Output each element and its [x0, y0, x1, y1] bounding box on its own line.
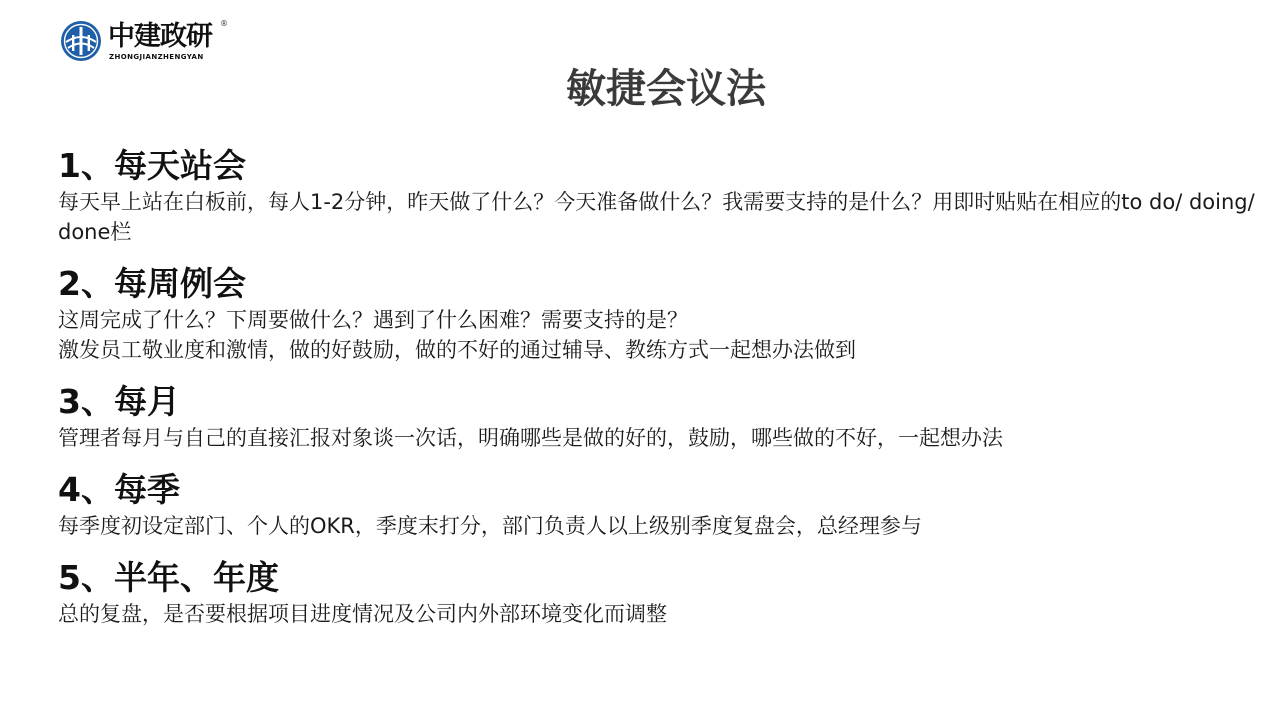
agenda-sections — [58, 145, 1258, 645]
section-heading: 4、每季 — [58, 470, 180, 509]
section-body — [58, 511, 1258, 541]
section-line: 每季度初设定部门、个人的OKR，季度末打分，部门负责人以上级别季度复盘会，总经理参与 — [58, 514, 922, 538]
section-weekly-meeting — [58, 263, 1258, 365]
section-line: 每天早上站在白板前，每人1-2分钟，昨天做了什么？今天准备做什么？我需要支持的是什么？用即时贴贴在相应的to do/ doing/ done栏 — [58, 190, 1255, 244]
section-line: 总的复盘，是否要根据项目进度情况及公司内外部环境变化而调整 — [58, 602, 667, 626]
logo-english-name: ZHONGJIANZHENGYAN — [109, 53, 204, 61]
page-title: 敏捷会议法 — [566, 66, 766, 112]
section-half-year-annual — [58, 557, 1258, 629]
company-logo — [60, 20, 230, 64]
section-heading: 1、每天站会 — [58, 146, 246, 185]
section-body — [58, 305, 1258, 365]
logo-registered-mark: ® — [220, 19, 228, 28]
section-monthly — [58, 381, 1258, 453]
section-body — [58, 423, 1258, 453]
section-line: 这周完成了什么？下周要做什么？遇到了什么困难？需要支持的是？ — [58, 308, 688, 332]
section-line: 激发员工敬业度和激情，做的好鼓励，做的不好的通过辅导、教练方式一起想办法做到 — [58, 338, 856, 362]
section-line: 管理者每月与自己的直接汇报对象谈一次话，明确哪些是做的好的，鼓励，哪些做的不好，一起想办法 — [58, 426, 1003, 450]
section-body — [58, 187, 1258, 247]
section-heading: 3、每月 — [58, 382, 180, 421]
section-daily-standup — [58, 145, 1258, 247]
logo-chinese-name: 中建政研 — [108, 21, 212, 52]
section-quarterly — [58, 469, 1258, 541]
section-body — [58, 599, 1258, 629]
globe-logo-icon — [60, 20, 102, 62]
section-heading: 2、每周例会 — [58, 264, 246, 303]
section-heading: 5、半年、年度 — [58, 558, 279, 597]
